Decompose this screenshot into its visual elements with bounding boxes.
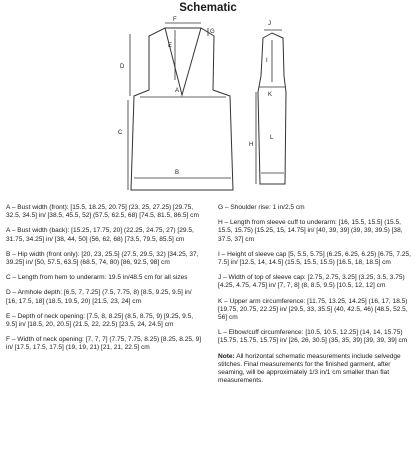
body-outline: [131, 28, 233, 190]
label-h: H: [249, 142, 254, 148]
measurement-item: G – Shoulder rise: 1 in/2.5 cm: [218, 204, 305, 211]
measurement-item: J – Width of top of sleeve cap: [2.75, 2.75, 3.25] (3.25, 3.5, 3.75) [4.25, 4.75, 4.75] in/ [7, 7, 8] (8, 8.5, 9.5) [10.5, 12, 12] cm: [218, 274, 405, 290]
schematic-diagram: [0, 12, 416, 204]
measurement-item: I – Height of sleeve cap [5, 5.5, 5.75] (6.25, 6.25, 6.25) [6.75, 7.25, 7.5] in/ [12.5, 14, 14.5] (15.5, 15.5, 15.5) [16.5, 18, 18.5] cm: [218, 250, 411, 267]
page-title: Schematic: [179, 2, 237, 14]
label-c: C: [118, 130, 123, 136]
label-e: E: [168, 43, 173, 49]
label-a: A: [175, 88, 180, 94]
measurement-item: B – Hip width (front only): [20, 23, 25.5] (27.5, 29.5, 32) [34.25, 37, 39.25] in/ [50, 57.5, 63.5] (68.5, 74, 80) [86, 92.5, 98] cm: [6, 250, 199, 267]
label-d: D: [120, 64, 125, 70]
measurement-item: A – Bust width (front): [15.5, 18.25, 20.75] (23, 25, 27.25) [29.75, 32.5, 34.5] in/ [38.5, 45.5, 52] (57.5, 62.5, 68) [74.5, 81.5, 86.5] cm: [6, 204, 199, 220]
label-f: F: [173, 17, 177, 23]
measurement-item: H – Length from sleeve cuff to underarm: [16, 15.5, 15.5] (15.5, 15.5, 15.75) [15.25, 15, 14.75] in/ [40, 39, 39] (39, 39, 39.5) [38, 37.5, 37] cm: [218, 219, 403, 243]
measurement-item: E – Depth of neck opening: [7.5, 8, 8.25] (8.5, 8.75, 9) [9.25, 9.5, 9.5] in/ [18.5, 20, 20.5] (21.5, 22, 22.5) [23.5, 24, 24.5] cm: [6, 312, 194, 329]
measurements-right-column: [218, 204, 412, 390]
measurement-item: A – Bust width (back): [15.25, 17.75, 20] (22.25, 24.75, 27) [29.5, 31.75, 34.25] in/ [38, 44, 50] (56, 62, 68) [73.5, 79.5, 85.5] cm: [6, 227, 194, 243]
label-b: B: [175, 170, 180, 176]
measurement-item: K – Upper arm circumference: [11.75, 13.25, 14.25] (16, 17, 18.5) [19.75, 20.75, 22.25] in/ [29.5, 33, 35.5] (40, 42.5, 46) [48.5, 52.5, 56] cm: [218, 297, 408, 322]
label-j: J: [268, 21, 271, 27]
note: [218, 353, 412, 386]
label-i: I: [266, 58, 268, 64]
measurement-item: C – Length from hem to underarm: 19.5 in/48.5 cm for all sizes: [6, 274, 188, 282]
measurement-item: L – Elbow/cuff circumference: [10.5, 10.5, 12.25] (14, 14, 15.75) [15.75, 15.75, 15.75] in/ [26, 26, 30.5] (35, 35, 39) [39, 39, 39] cm: [218, 329, 408, 345]
label-l: L: [270, 135, 274, 141]
label-g: G: [210, 29, 215, 35]
measurement-item: D – Armhole depth: [6.5, 7, 7.25] (7.5, 7.75, 8) [8.5, 9.25, 9.5] in/ [16, 17.5, 18] (18.5, 19.5, 20) [21.5, 23, 24] cm: [6, 289, 192, 305]
measurement-item: F – Width of neck opening: [7, 7, 7] (7.75, 7.75, 8.25) [8.25, 8.25, 9] in/ [17.5, 17.5, 17.5] (19, 19, 21) [21, 21, 22.5] cm: [6, 336, 202, 352]
measurements-left-column: [6, 204, 202, 358]
label-k: K: [268, 92, 273, 98]
neckline: [165, 28, 201, 95]
note-text: All horizontal schematic measurements include selvedge stitches. Final measurements for the finished garment, after seaming, will be approximately 1/3 in/1 cm smaller than flat measurements.: [218, 352, 401, 385]
note-label: Note:: [218, 352, 235, 360]
